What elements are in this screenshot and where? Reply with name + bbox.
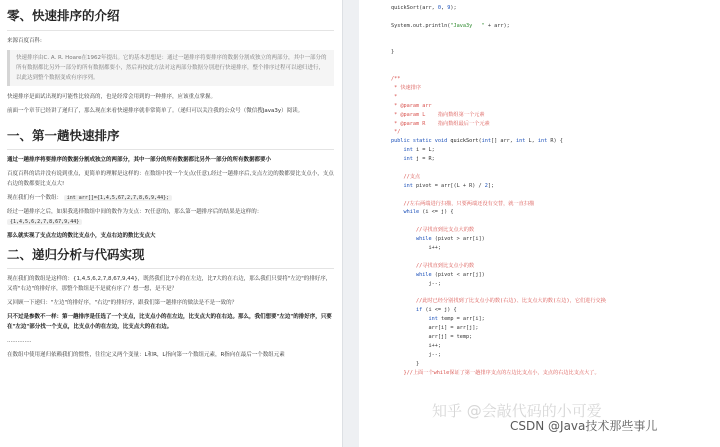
code-token: }//上面一个while保证了第一趟排序支点的左边比支点小，支点的右边比支点大了。 [391,369,600,376]
code-token: (pivot > arr[i]) [431,236,485,243]
code-token [391,272,416,278]
code-token: i = L; [412,147,435,154]
code-token: ]; [487,182,495,189]
paragraph [7,231,334,241]
code-token: "Java3y " [450,22,485,29]
code-token: if [416,307,423,314]
code-line [391,235,606,244]
page-gutter [342,0,360,447]
code-line [391,66,606,75]
code-token: 2 [484,182,488,189]
inline-text: 经过一趟排序之后，如果我选择数组中间的数作为支点：7(任意的)，那么第一趟排序后的结果是这样的： [7,209,263,215]
code-token [391,156,404,162]
code-line [391,111,606,120]
code-token: [] arr, [490,138,516,145]
code-line [391,289,606,298]
code-token: * @param L 指向数组第一个元素 [391,111,485,118]
code-token: int [537,138,548,145]
code-token: pivot = arr[(L + R) / [412,182,485,189]
code-line [391,155,606,164]
code-line [391,208,606,217]
code-token: 0 [437,5,441,11]
code-line [391,128,606,137]
code-token: + arr); [484,22,510,29]
code-token: ( [478,138,482,145]
code-line [391,57,606,66]
code-line [391,48,606,57]
paragraph: 又回顾一下递归："左边"的排好序，"右边"的排好序，跟我们第一趟排序的做法是不是一致的？ [7,300,238,306]
code-token [391,209,404,215]
code-line [391,75,606,84]
code-line [391,102,606,111]
paragraph [7,207,334,227]
code-token: i++; [391,245,441,252]
source-label: 来源百度百科: [7,38,42,44]
code-token: int [428,316,438,323]
code-token: //左右两端进行扫描，只要两端还没有交替，就一直扫描 [391,200,535,207]
code-line [391,164,606,173]
code-line [391,93,606,102]
code-token: int [481,138,491,145]
quote-text: 快速排序由C. A. R. Hoare在1962年提出。它的基本思想是：通过一趟排序将要排序的数据分割成独立的两部分，其中一部分的所有数据都比另外一部分的所有数据都要小，然后再按此方法对这两部分数据分别进行快速排序，整个排序过程可以递归进行，以此达到整个数据变成有序序列。 [16,55,327,81]
code-token: //此时已经分别找到了比支点小的数(右边)、比支点大的数(左边)，它们进行交换 [391,298,606,305]
code-line [391,280,606,289]
code-line [391,13,606,22]
code-token: //支点 [391,173,421,180]
code-line [391,22,606,31]
code-token: System.out.println( [391,22,451,29]
code-token: 9 [447,5,451,11]
code-token: i++; [391,342,441,349]
code-token: temp = arr[i]; [437,316,485,323]
code-token: L, [525,138,538,145]
bold-text: 只不过是参数不一样：第一趟排序是任选了一个支点，比支点小的在左边，比支点大的在右边。那么，我们想要"左边"的排好序，只要在"左边"部分找一个支点，比支点小的在左边，比支点大的在右边。 [7,314,332,330]
code-token: while [403,209,420,216]
code-token: arr[i] = arr[j]; [391,325,479,332]
code-line [391,253,606,262]
paragraph: 快速排序是面试出现的可能性比较高的，也是经常会用到的一种排序，应该重点掌握。 [7,94,217,100]
code-token [391,316,428,322]
blockquote [7,50,334,86]
bold-text: 那么就实现了支点左边的数比支点小，支点右边的数比支点大 [7,233,156,239]
section-heading-2: 二、递归分析与代码实现 [7,245,334,269]
code-line [391,173,606,182]
code-token: quickSort(arr, [391,5,438,11]
code-token: while [416,236,432,243]
code-line [391,342,606,351]
code-line [391,333,606,342]
code-line [391,200,606,209]
code-token: j = R; [412,156,435,163]
code-line [391,271,606,280]
code-token: * 快速排序 [391,85,422,92]
code-token [391,236,416,242]
code-token [391,183,404,189]
code-line [391,120,606,129]
paragraph: 在数组中使用递归依赖我们的惯性，往往定义两个变量：L和R，L指向第一个数组元素，R指向在最后一个数组元素 [7,352,285,358]
paragraph [7,155,334,165]
dots: .............. [7,338,32,344]
code-token: * @param arr [391,102,432,109]
code-line [391,244,606,253]
zhihu-watermark: 知乎 @会敲代码的小可爱 [432,402,602,420]
code-token: (pivot < arr[j]) [431,271,485,278]
code-token: } [391,360,420,367]
code-token: /** [391,76,401,83]
code-token: ); [450,5,457,11]
code-token: int [403,156,413,163]
code-token: (i <= j) { [422,307,457,314]
article-title: 零、快速排序的介绍 [7,6,334,31]
code-token: //寻找直到比支点小的数 [391,262,475,269]
code-line [391,351,606,360]
code-line [391,369,606,378]
code-line [391,146,606,155]
article-panel [0,0,342,447]
code-token: arr[j] = temp; [391,333,473,340]
code-token: j--; [391,280,441,287]
code-block [391,4,606,377]
code-line [391,262,606,271]
paragraph: 百度百科的话并没有说到重点，更简单的理解是这样的：在数组中找一个支点(任意),经过一趟排序后,支点左边的数都要比支点小，支点右边的数都要比支点大! [7,171,334,187]
code-line [391,191,606,200]
code-line [391,306,606,315]
code-token [391,147,404,153]
paragraph [7,312,334,332]
code-token [391,307,416,313]
code-token: int [403,147,413,154]
paragraph [7,193,334,203]
code-line [391,315,606,324]
code-token: j--; [391,351,441,358]
code-token: } [391,49,395,56]
code-line [391,217,606,226]
section-heading-1: 一、第一趟快速排序 [7,126,334,150]
code-token: quickSort [450,138,479,145]
paragraph: 现在我们的数组是这样的：{1,4,5,6,2,7,8,67,9,44}，既然我们比7小的在左边，比7大的在右边，那么我们只要将"左边"的排好序，又将"右边"的排好序，那整个数组是不是就有序了？想一想，是不是？ [7,276,332,292]
code-token: */ [391,129,401,136]
csdn-watermark: CSDN @Java技术那些事儿 [510,419,658,433]
code-token: * [391,93,398,100]
code-line [391,360,606,369]
code-token: R) { [547,138,563,145]
inline-text: 现在我们有一个数组： [7,195,63,201]
code-token: while [416,271,432,278]
code-token: , [440,5,448,11]
code-line [391,40,606,49]
code-line [391,137,606,146]
inline-code: {1,4,5,6,2,7,8,67,9,44} [7,219,82,225]
code-token: int [515,138,526,145]
bold-text: 通过一趟排序将要排序的数据分割成独立的两部分，其中一部分的所有数据都比另外一部分的所有数据都要小 [7,157,272,163]
code-line [391,84,606,93]
code-line [391,182,606,191]
paragraph: 前面一个章节已经讲了递归了，那么现在来看快速排序就非常简单了。（递归可以关注我的公众号（微信搜Java3y）阅读。 [7,108,304,114]
code-token: //寻找直到比支点大的数 [391,227,475,234]
code-line [391,31,606,40]
code-line [391,226,606,235]
code-line [391,324,606,333]
code-token: (i <= j) { [419,209,454,216]
code-panel [359,0,720,447]
code-line [391,4,606,13]
code-token: public static void [391,138,451,145]
inline-code: int arr[]={1,4,5,67,2,7,8,6,9,44}; [64,195,172,201]
code-line [391,297,606,306]
code-token: int [403,182,413,189]
code-token: * @param R 指向数组最后一个元素 [391,120,490,127]
